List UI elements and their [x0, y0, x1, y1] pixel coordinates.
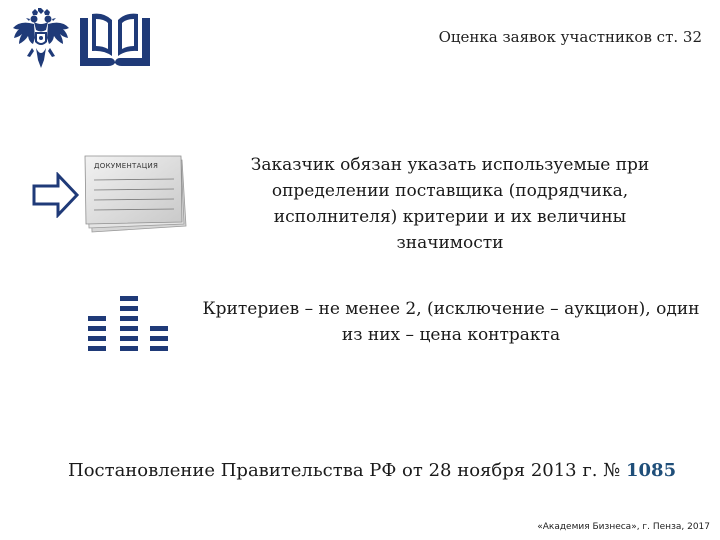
decree-prefix: Постановление Правительства РФ от 28 ноября 2013 г. № — [68, 460, 621, 481]
requirement-text: Заказчик обязан указать используемые при определении поставщика (подрядчика, исполнителя) критерии и их величины значимости — [250, 155, 650, 253]
criteria-text: Критериев – не менее 2, (исключение – аукцион), один из них – цена контракта — [202, 299, 700, 345]
document-label: ДОКУМЕНТАЦИЯ — [94, 162, 159, 170]
bar-chart-icon — [86, 282, 172, 360]
decree-number: 1085 — [626, 460, 677, 481]
arrow-right-icon — [32, 172, 80, 218]
open-book-icon — [80, 12, 150, 66]
document-stack-icon — [84, 150, 190, 234]
footer-credit: «Академия Бизнеса», г. Пенза, 2017 — [537, 522, 710, 532]
page-title: Оценка заявок участников ст. 32 — [438, 28, 702, 46]
decree-reference — [68, 460, 676, 481]
double-headed-eagle-icon — [12, 8, 70, 70]
